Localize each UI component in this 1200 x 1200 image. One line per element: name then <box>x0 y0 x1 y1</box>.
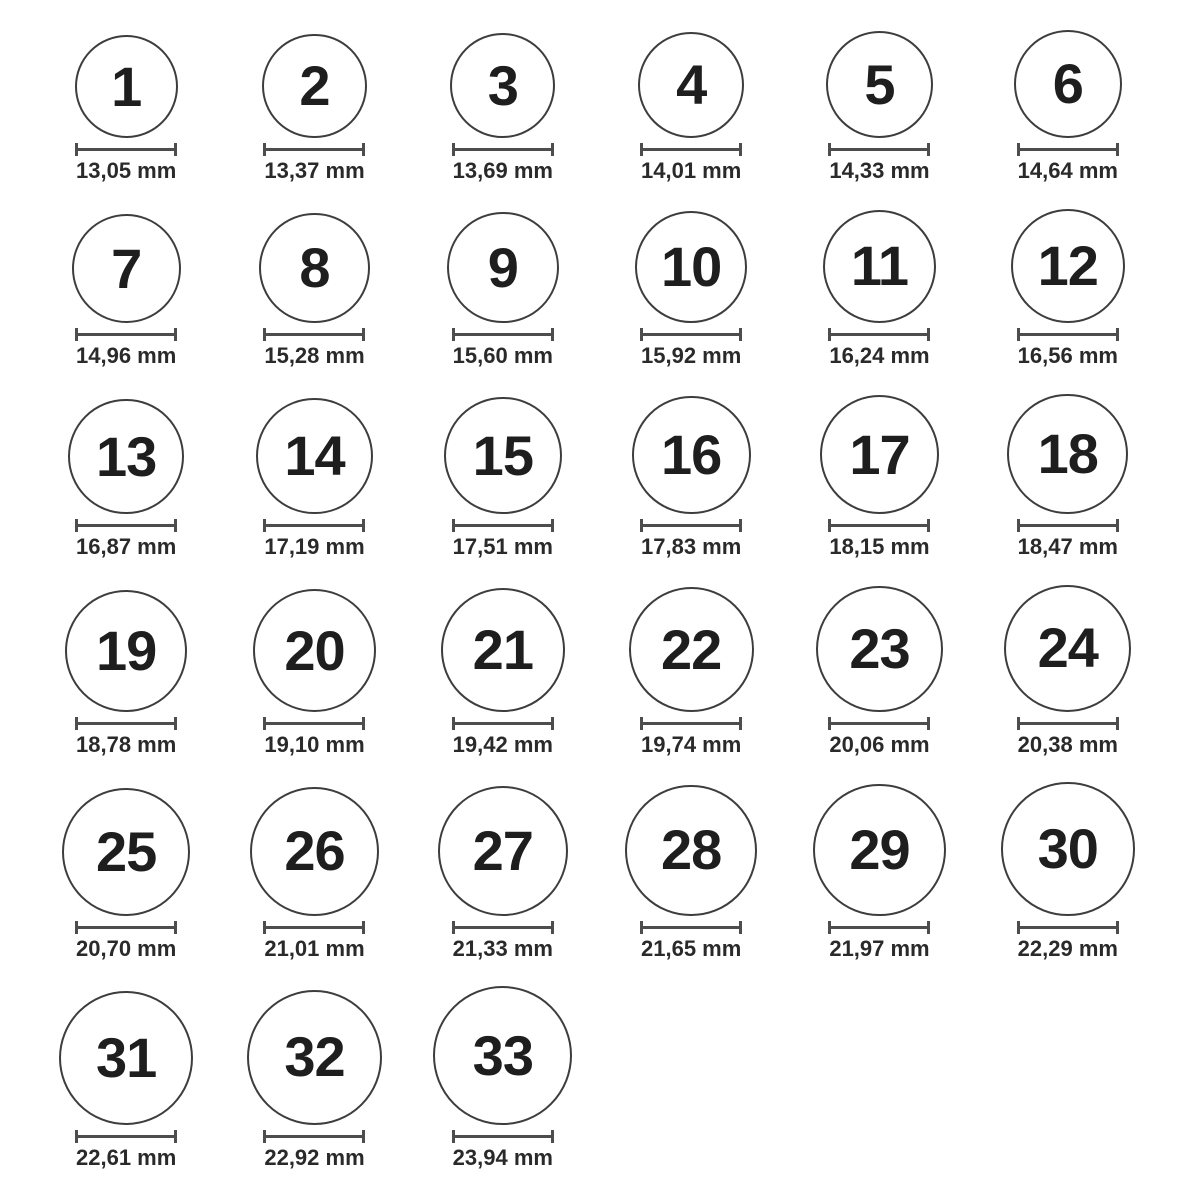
diameter-dimension-line <box>452 921 554 934</box>
ring-cell <box>409 212 597 370</box>
ring-circle <box>632 396 751 515</box>
diameter-dimension-line <box>263 143 365 156</box>
diameter-label: 19,74 mm <box>641 732 742 758</box>
ring-circle <box>68 399 184 515</box>
ring-row <box>32 209 1162 370</box>
diameter-label: 13,37 mm <box>264 158 365 184</box>
ring-size-number: 8 <box>299 236 330 300</box>
ring-cell <box>409 786 597 963</box>
diameter-label: 21,65 mm <box>641 935 742 961</box>
ring-size-number: 16 <box>661 423 722 487</box>
ring-size-number: 10 <box>660 234 722 298</box>
diameter-dimension-line <box>263 328 365 341</box>
ring-circle <box>59 991 194 1126</box>
ring-cell <box>409 397 597 561</box>
ring-row <box>32 986 1162 1171</box>
ring-circle <box>635 211 747 323</box>
ring-circle <box>823 210 937 324</box>
diameter-dimension-line <box>263 921 365 934</box>
ring-size-number: 3 <box>487 53 518 117</box>
ring-circle <box>1007 394 1128 515</box>
diameter-label: 17,51 mm <box>452 534 553 560</box>
diameter-label: 20,70 mm <box>76 935 177 961</box>
diameter-dimension-line <box>828 717 930 730</box>
ring-circle <box>816 586 942 712</box>
ring-cell <box>785 784 973 963</box>
diameter-dimension-line <box>75 328 177 341</box>
ring-size-number: 28 <box>660 818 722 882</box>
diameter-dimension-line <box>452 717 554 730</box>
diameter-dimension-line <box>640 143 742 156</box>
ring-cell <box>785 210 973 370</box>
ring-cell <box>220 589 408 758</box>
ring-circle <box>62 788 190 916</box>
diameter-dimension-line <box>1017 519 1119 532</box>
ring-cell <box>32 399 220 561</box>
ring-cell <box>974 782 1162 962</box>
diameter-label: 16,24 mm <box>829 343 930 369</box>
ring-cell <box>974 394 1162 561</box>
ring-cell <box>220 787 408 963</box>
ring-size-number: 2 <box>299 54 330 118</box>
ring-circle <box>438 786 568 916</box>
diameter-label: 19,10 mm <box>264 732 365 758</box>
diameter-label: 19,42 mm <box>452 732 553 758</box>
ring-row <box>32 394 1162 561</box>
ring-circle <box>75 35 178 138</box>
ring-cell <box>32 214 220 370</box>
diameter-dimension-line <box>75 143 177 156</box>
diameter-label: 21,97 mm <box>829 935 930 961</box>
ring-size-number: 4 <box>676 53 707 117</box>
ring-circle <box>820 395 940 515</box>
diameter-label: 22,92 mm <box>264 1145 365 1171</box>
ring-cell <box>220 398 408 561</box>
ring-circle <box>250 787 379 916</box>
diameter-label: 15,92 mm <box>641 343 742 369</box>
ring-cell <box>974 30 1162 185</box>
diameter-dimension-line <box>828 143 930 156</box>
ring-cell <box>409 33 597 185</box>
ring-size-number: 26 <box>284 819 345 883</box>
ring-size-number: 29 <box>849 817 910 881</box>
diameter-label: 16,56 mm <box>1017 343 1118 369</box>
diameter-label: 17,19 mm <box>264 534 365 560</box>
ring-circle <box>72 214 181 323</box>
diameter-dimension-line <box>263 519 365 532</box>
ring-circle <box>256 398 373 515</box>
ring-cell <box>785 395 973 561</box>
ring-size-number: 14 <box>284 424 345 488</box>
ring-size-number: 30 <box>1037 817 1098 881</box>
diameter-label: 15,60 mm <box>452 343 553 369</box>
ring-cell <box>220 990 408 1172</box>
ring-cell <box>32 788 220 963</box>
diameter-label: 21,33 mm <box>452 935 553 961</box>
diameter-label: 14,01 mm <box>641 158 742 184</box>
diameter-dimension-line <box>640 717 742 730</box>
diameter-label: 13,69 mm <box>452 158 553 184</box>
ring-circle <box>447 212 558 323</box>
diameter-dimension-line <box>452 1130 554 1143</box>
diameter-dimension-line <box>263 717 365 730</box>
ring-size-number: 17 <box>849 422 910 486</box>
ring-size-number: 7 <box>111 236 142 300</box>
ring-row <box>32 782 1162 962</box>
ring-cell <box>597 396 785 561</box>
ring-size-number: 32 <box>284 1025 345 1089</box>
diameter-dimension-line <box>75 519 177 532</box>
ring-cell <box>785 31 973 185</box>
diameter-dimension-line <box>1017 717 1119 730</box>
ring-circle <box>253 589 376 712</box>
ring-cell <box>974 585 1162 759</box>
ring-size-number: 13 <box>96 424 157 488</box>
diameter-label: 18,15 mm <box>829 534 930 560</box>
diameter-label: 22,61 mm <box>76 1145 177 1171</box>
diameter-label: 20,06 mm <box>829 732 930 758</box>
diameter-label: 17,83 mm <box>641 534 742 560</box>
diameter-dimension-line <box>640 328 742 341</box>
ring-size-number: 5 <box>864 52 895 116</box>
ring-circle <box>450 33 555 138</box>
ring-cell <box>597 211 785 370</box>
diameter-label: 18,47 mm <box>1017 534 1118 560</box>
ring-cell <box>409 588 597 758</box>
ring-circle <box>1001 782 1134 915</box>
diameter-dimension-line <box>263 1130 365 1143</box>
ring-row <box>32 30 1162 185</box>
ring-size-number: 18 <box>1037 422 1098 486</box>
ring-cell <box>409 986 597 1171</box>
diameter-dimension-line <box>828 328 930 341</box>
ring-size-number: 12 <box>1037 233 1098 297</box>
diameter-label: 22,29 mm <box>1017 935 1118 961</box>
diameter-dimension-line <box>452 143 554 156</box>
ring-cell <box>597 587 785 758</box>
ring-size-number: 25 <box>96 819 157 883</box>
ring-size-number: 23 <box>849 616 910 680</box>
ring-size-number: 1 <box>111 54 142 118</box>
diameter-dimension-line <box>828 921 930 934</box>
ring-circle <box>826 31 933 138</box>
ring-size-number: 27 <box>472 818 533 882</box>
ring-circle <box>441 588 565 712</box>
diameter-label: 14,96 mm <box>76 343 177 369</box>
ring-cell <box>220 34 408 184</box>
ring-circle <box>629 587 754 712</box>
diameter-dimension-line <box>452 328 554 341</box>
ring-cell <box>32 35 220 184</box>
diameter-dimension-line <box>452 519 554 532</box>
ring-cell <box>220 213 408 370</box>
diameter-dimension-line <box>75 1130 177 1143</box>
ring-circle <box>625 785 756 916</box>
diameter-dimension-line <box>1017 921 1119 934</box>
diameter-dimension-line <box>75 717 177 730</box>
ring-circle <box>1011 209 1126 324</box>
diameter-dimension-line <box>75 921 177 934</box>
ring-cell <box>597 785 785 963</box>
diameter-dimension-line <box>828 519 930 532</box>
ring-size-number: 15 <box>472 423 533 487</box>
diameter-label: 14,64 mm <box>1017 158 1118 184</box>
ring-size-number: 31 <box>96 1025 157 1089</box>
diameter-label: 18,78 mm <box>76 732 177 758</box>
ring-circle <box>444 397 562 515</box>
ring-size-number: 6 <box>1052 52 1083 116</box>
diameter-dimension-line <box>640 921 742 934</box>
ring-size-number: 11 <box>850 234 909 298</box>
diameter-label: 20,38 mm <box>1017 732 1118 758</box>
diameter-label: 23,94 mm <box>452 1145 553 1171</box>
ring-size-number: 19 <box>96 619 157 683</box>
ring-size-number: 20 <box>284 618 345 682</box>
ring-cell <box>974 209 1162 370</box>
ring-circle <box>65 590 187 712</box>
ring-circle <box>433 986 572 1125</box>
ring-size-number: 24 <box>1037 616 1098 680</box>
ring-size-number: 9 <box>487 235 518 299</box>
ring-circle <box>813 784 945 916</box>
diameter-dimension-line <box>1017 143 1119 156</box>
ring-cell <box>32 590 220 758</box>
diameter-label: 21,01 mm <box>264 935 365 961</box>
diameter-label: 14,33 mm <box>829 158 930 184</box>
diameter-label: 13,05 mm <box>76 158 177 184</box>
ring-circle <box>638 32 744 138</box>
diameter-dimension-line <box>1017 328 1119 341</box>
diameter-dimension-line <box>640 519 742 532</box>
ring-circle <box>247 990 383 1126</box>
ring-circle <box>259 213 369 323</box>
diameter-label: 15,28 mm <box>264 343 365 369</box>
ring-size-number: 21 <box>472 618 533 682</box>
ring-size-number: 33 <box>472 1023 533 1087</box>
ring-circle <box>1014 30 1122 138</box>
ring-cell <box>785 586 973 759</box>
ring-row <box>32 585 1162 759</box>
ring-cell <box>32 991 220 1172</box>
ring-circle <box>1004 585 1131 712</box>
ring-cell <box>597 32 785 185</box>
ring-size-number: 22 <box>660 617 722 681</box>
diameter-label: 16,87 mm <box>76 534 177 560</box>
ring-circle <box>262 34 366 138</box>
